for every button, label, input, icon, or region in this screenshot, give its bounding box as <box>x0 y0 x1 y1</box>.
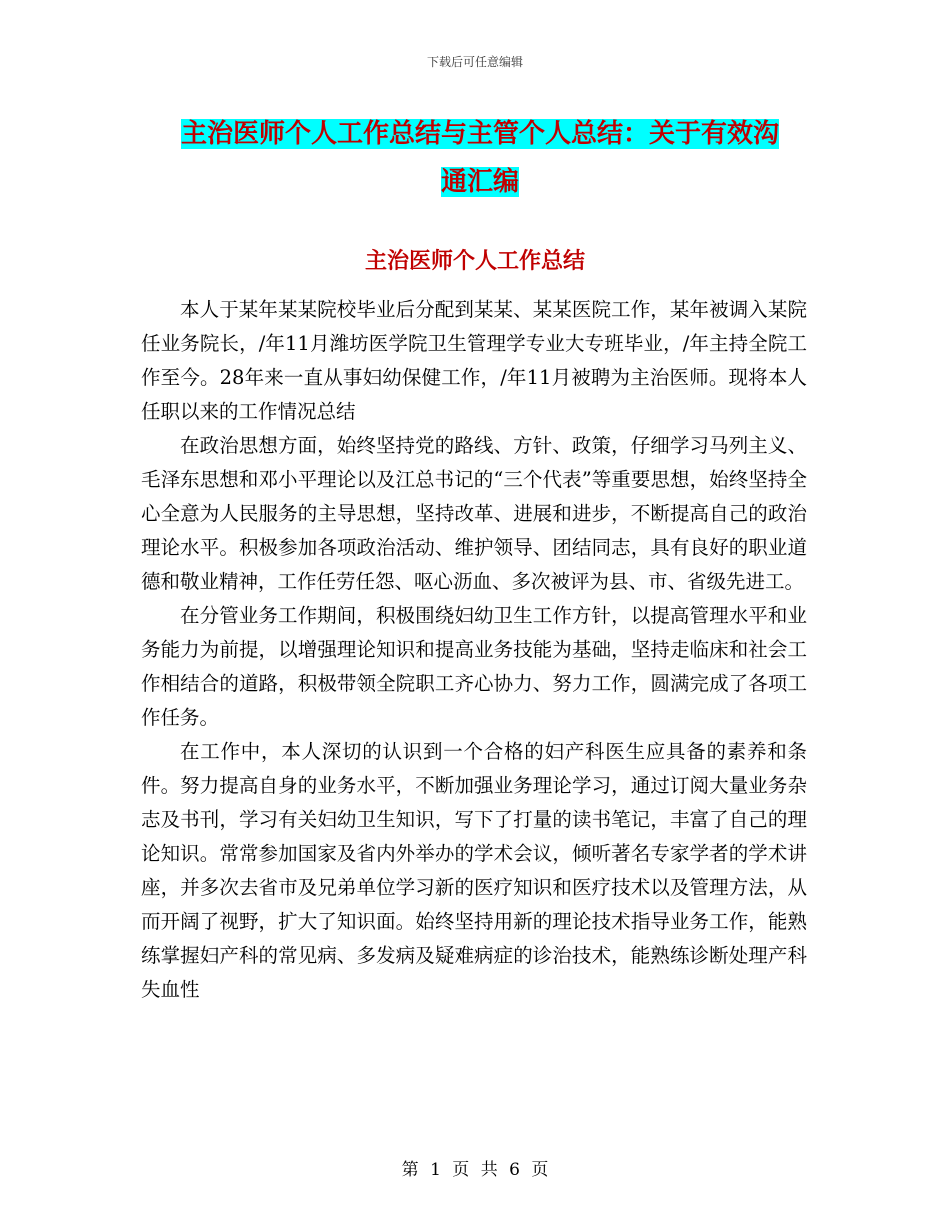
document-body <box>141 293 807 1007</box>
document-title-line1: 主治医师个人工作总结与主管个人总结：关于有效沟 <box>180 119 779 149</box>
document-title <box>140 110 820 206</box>
section-title: 主治医师个人工作总结 <box>364 249 585 274</box>
paragraph: 在政治思想方面，始终坚持党的路线、方针、政策，仔细学习马列主义、毛泽东思想和邓小平理论以及江总书记的“三个代表”等重要思想，始终坚持全心全意为人民服务的主导思想，坚持改革、进展和进步，不断提高自己的政治理论水平。积极参加各项政治活动、维护领导、团结同志，具有良好的职业道德和敬业精神，工作任劳任怨、呕心沥血、多次被评为县、市、省级先进工。 <box>141 434 807 593</box>
header-note: 下载后可任意编辑 <box>426 55 523 69</box>
paragraph: 本人于某年某某院校毕业后分配到某某、某某医院工作，某年被调入某院任业务院长，/年11月潍坊医学院卫生管理学专业大专班毕业，/年主持全院工作至今。28年来一直从事妇幼保健工作，/年11月被聘为主治医师。现将本人任职以来的工作情况总结 <box>141 298 807 423</box>
paragraph: 在工作中，本人深切的认识到一个合格的妇产科医生应具备的素养和条件。努力提高自身的业务水平，不断加强业务理论学习，通过订阅大量业务杂志及书刊，学习有关妇幼卫生知识，写下了打量的读书笔记，丰富了自己的理论知识。常常参加国家及省内外举办的学术会议，倾听著名专家学者的学术讲座，并多次去省市及兄弟单位学习新的医疗知识和医疗技术以及管理方法，从而开阔了视野，扩大了知识面。始终坚持用新的理论技术指导业务工作，能熟练掌握妇产科的常见病、多发病及疑难病症的诊治技术，能熟练诊断处理产科失血性 <box>141 740 807 1001</box>
paragraph: 在分管业务工作期间，积极围绕妇幼卫生工作方针，以提高管理水平和业务能力为前提，以增强理论知识和提高业务技能为基础，坚持走临床和社会工作相结合的道路，积极带领全院职工齐心协力、努力工作，圆满完成了各项工作任务。 <box>141 604 807 729</box>
page-footer: 第 1 页 共 6 页 <box>401 1160 549 1180</box>
document-title-line2: 通汇编 <box>440 167 519 197</box>
